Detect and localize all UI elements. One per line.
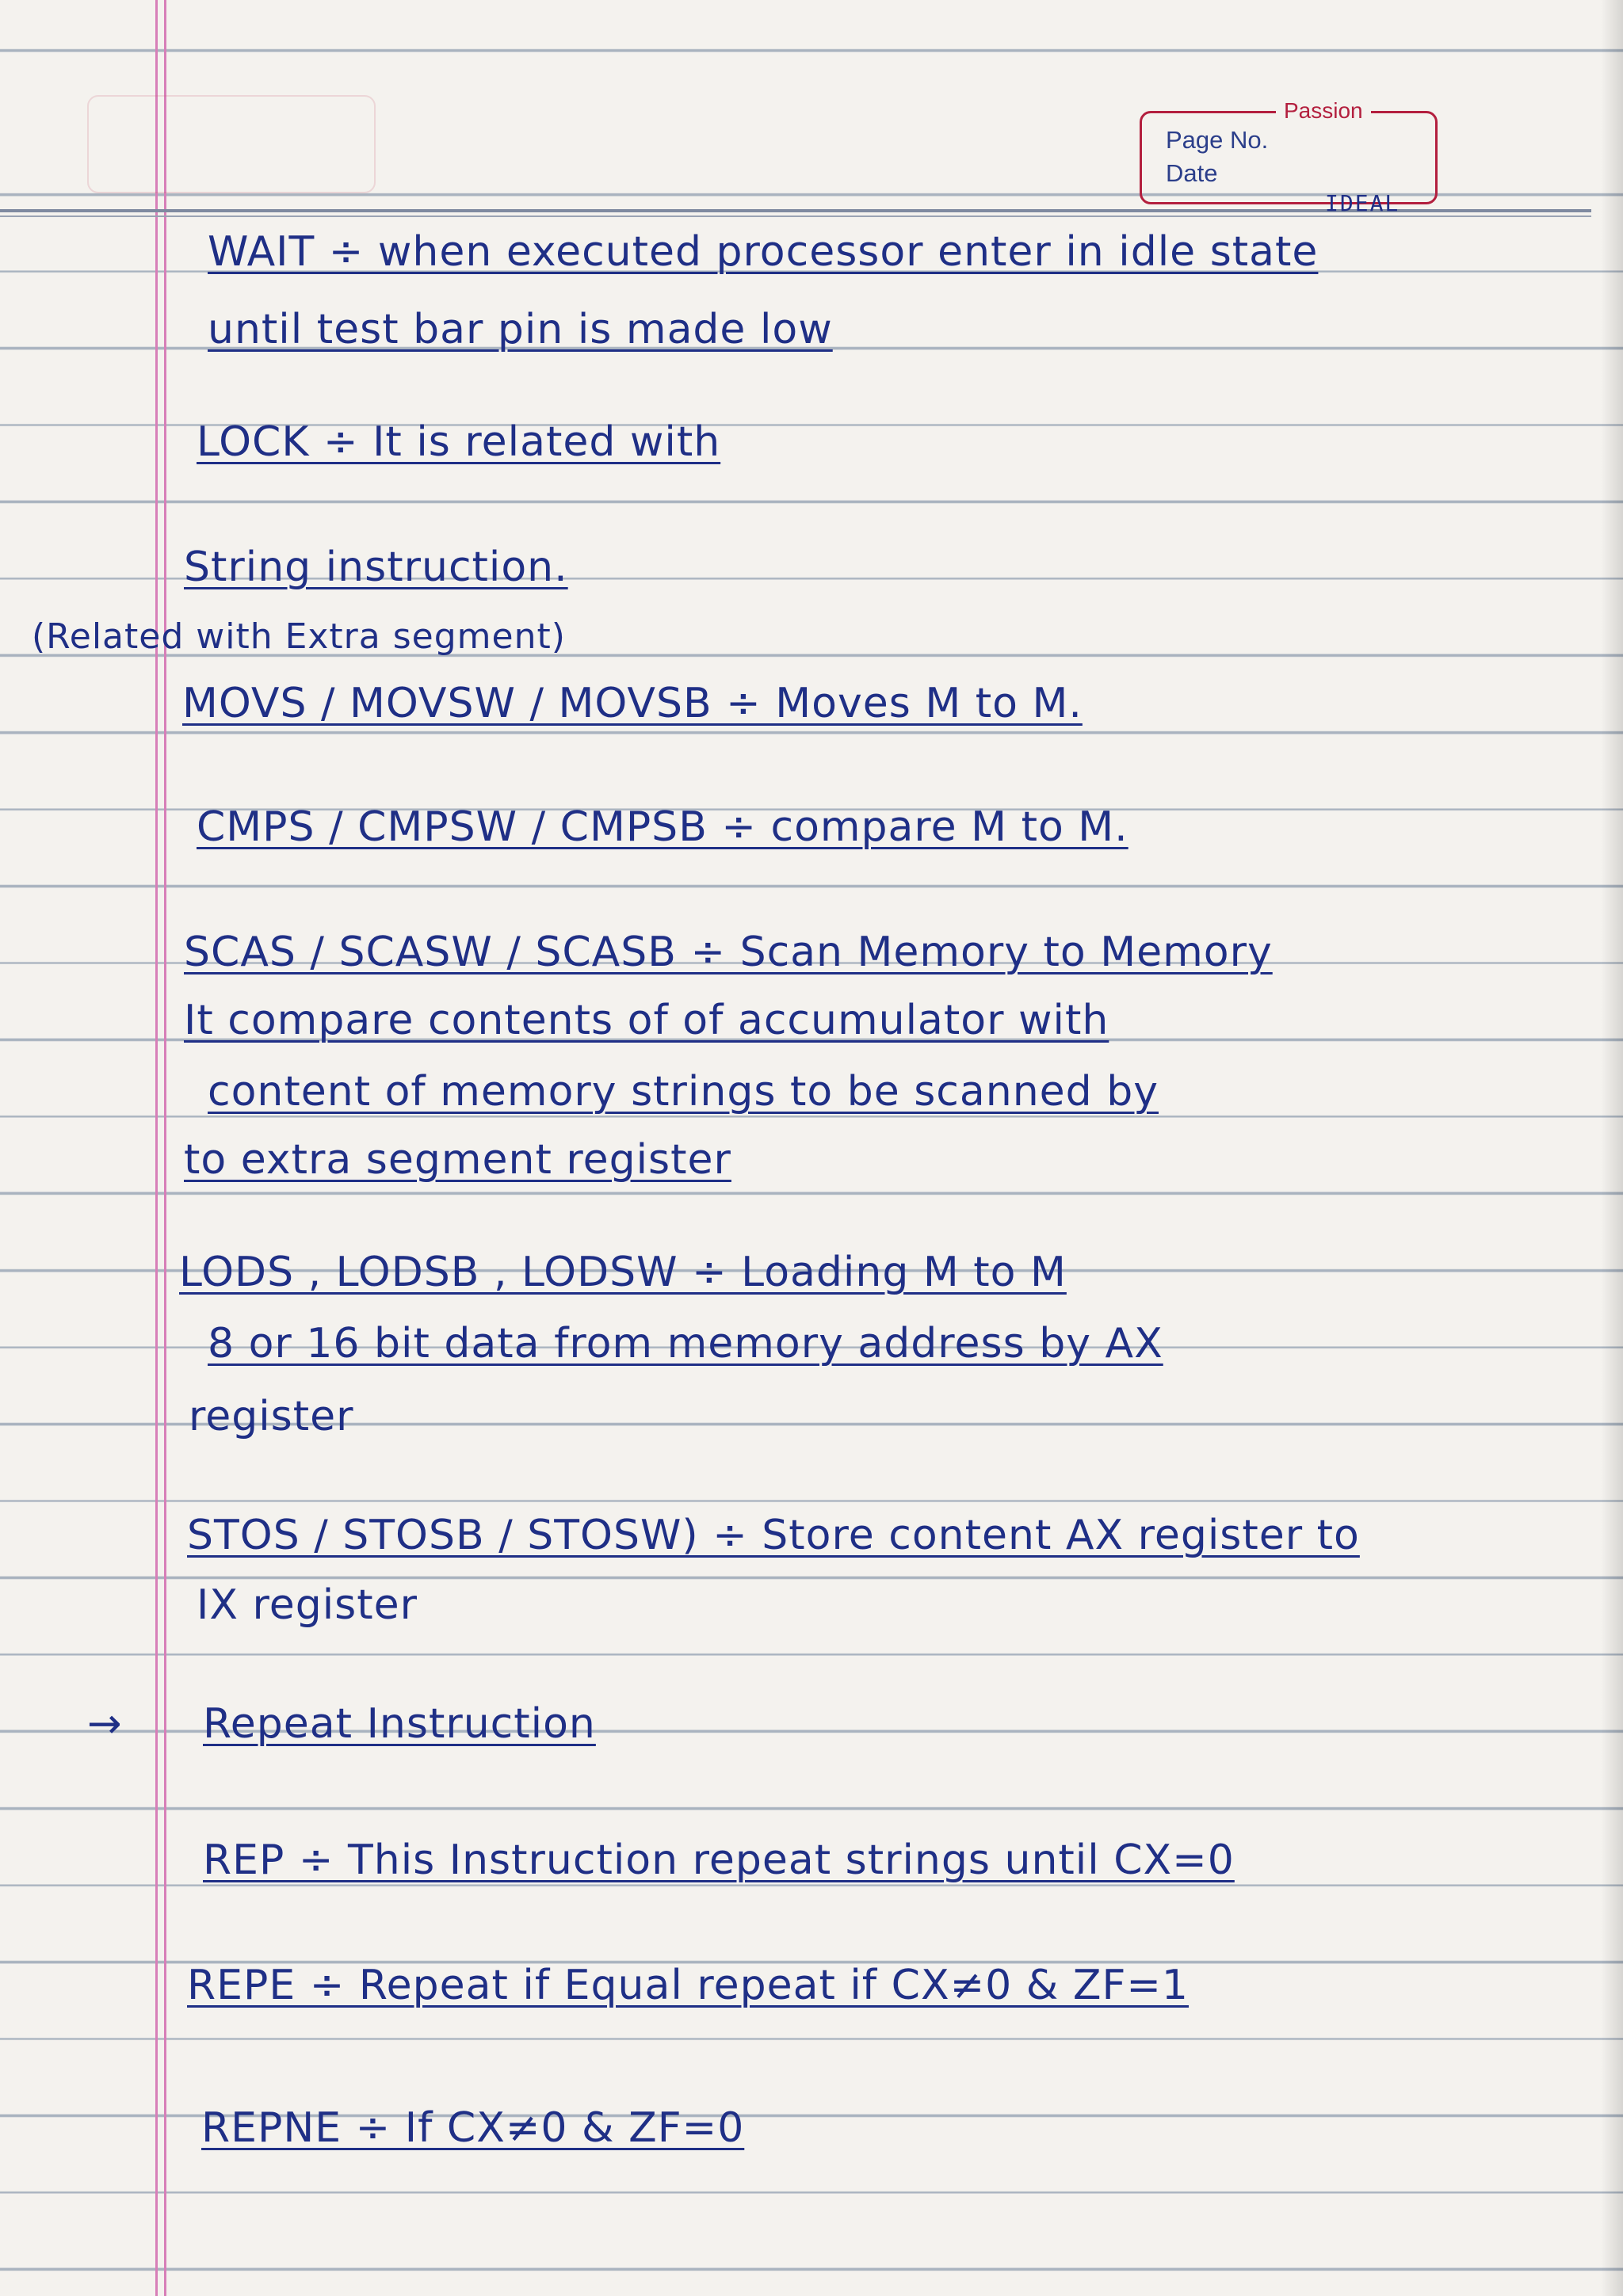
margin-line [164,0,166,2296]
page-no-label: Page No. [1166,126,1269,154]
note-line: Repeat Instruction [203,1700,596,1748]
note-line: String instruction. [184,543,568,591]
note-line: STOS / STOSB / STOSW) ÷ Store content AX register to [187,1512,1360,1559]
note-line: MOVS / MOVSW / MOVSB ÷ Moves M to M. [182,680,1083,727]
note-line: LODS , LODSB , LODSW ÷ Loading M to M [179,1249,1067,1296]
note-line: content of memory strings to be scanned by [208,1068,1159,1116]
date-label: Date [1166,159,1218,187]
note-line: REPNE ÷ If CX≠0 & ZF=0 [201,2104,745,2152]
note-line: (Related with Extra segment) [32,616,566,657]
bleed-through-stamp [87,95,376,193]
margin-note: IDEAL [1325,190,1400,216]
page-edge-shadow [1601,0,1623,2296]
note-line: REP ÷ This Instruction repeat strings until CX=0 [203,1836,1235,1884]
note-line: CMPS / CMPSW / CMPSB ÷ compare M to M. [197,803,1128,851]
note-line: WAIT ÷ when executed processor enter in idle state [208,228,1319,276]
note-line: until test bar pin is made low [208,306,833,353]
note-line: REPE ÷ Repeat if Equal repeat if CX≠0 & ZF=1 [187,1962,1190,2009]
note-line: IX register [197,1581,418,1629]
note-line: It compare contents of of accumulator with [184,997,1109,1044]
margin-line [155,0,158,2296]
note-line: SCAS / SCASW / SCASB ÷ Scan Memory to Memory [184,929,1273,976]
brand-label: Passion [1276,98,1371,124]
note-line: register [189,1393,354,1440]
note-line: LOCK ÷ It is related with [197,418,721,466]
note-line: 8 or 16 bit data from memory address by AX [208,1320,1163,1367]
note-line: to extra segment register [184,1136,731,1184]
arrow-icon: → [87,1700,123,1748]
